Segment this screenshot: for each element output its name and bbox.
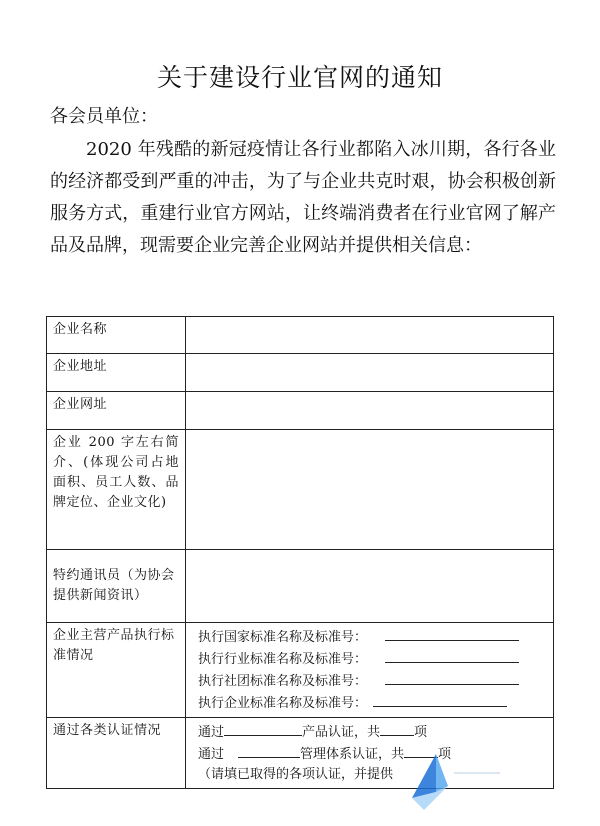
- management-cert-suffix: 项: [438, 747, 452, 762]
- national-standard-line: [198, 626, 547, 648]
- salutation: 各会员单位：: [50, 106, 158, 127]
- company-name-field[interactable]: [186, 317, 554, 354]
- product-cert-line: [198, 721, 547, 743]
- form-row-correspondent: [47, 550, 554, 623]
- national-standard-label: 执行国家标准名称及标准号：: [198, 630, 368, 645]
- enterprise-standard-input[interactable]: [373, 692, 507, 707]
- form-row-company-address: [47, 354, 554, 392]
- enterprise-standard-line: [198, 692, 547, 714]
- cert-note: （请填已取得的各项认证，并提供: [198, 767, 394, 782]
- form-row-company-website: [47, 392, 554, 430]
- management-cert-mid: 管理体系认证，共: [300, 747, 405, 762]
- enterprise-standard-label: 执行企业标准名称及标准号：: [198, 696, 368, 711]
- form-row-company-intro: [47, 430, 554, 550]
- industry-standard-label: 执行行业标准名称及标准号：: [198, 652, 368, 667]
- industry-standard-line: [198, 648, 547, 670]
- company-website-field[interactable]: [186, 392, 554, 430]
- info-form-table: [46, 316, 554, 789]
- certifications-label: 通过各类认证情况: [47, 718, 186, 789]
- notice-body: [50, 134, 556, 262]
- product-cert-suffix: 项: [414, 725, 428, 740]
- product-cert-count-input[interactable]: [380, 721, 414, 736]
- company-intro-field[interactable]: [186, 430, 554, 550]
- correspondent-field[interactable]: [186, 550, 554, 623]
- group-standard-input[interactable]: [385, 670, 519, 685]
- form-row-standards: [47, 623, 554, 718]
- group-standard-label: 执行社团标准名称及标准号：: [198, 674, 368, 689]
- product-cert-name-input[interactable]: [224, 721, 302, 736]
- standards-label: 企业主营产品执行标准情况: [47, 623, 186, 718]
- correspondent-label: 特约通讯员（为协会提供新闻资讯）: [47, 550, 186, 623]
- notice-body-text: 2020 年残酷的新冠疫情让各行业都陷入冰川期，各行各业的经济都受到严重的冲击，为了与企业共克时艰，协会积极创新服务方式，重建行业官方网站，让终端消费者在行业官网了解产品及品牌，现需要企业完善企业网站并提供相关信息：: [50, 139, 556, 256]
- group-standard-line: [198, 670, 547, 692]
- company-address-label: 企业地址: [47, 354, 186, 392]
- product-cert-prefix: 通过: [198, 725, 225, 740]
- document-title: 关于建设行业官网的通知: [156, 63, 443, 92]
- company-website-label: 企业网址: [47, 392, 186, 430]
- standards-field: [186, 623, 554, 718]
- company-intro-label: 企业 200 字左右简介、(体现公司占地面积、员工人数、品牌定位、企业文化): [47, 430, 186, 550]
- watermark-logo-icon: [404, 752, 504, 816]
- industry-standard-input[interactable]: [385, 648, 519, 663]
- form-row-company-name: [47, 317, 554, 354]
- product-cert-mid: 产品认证，共: [302, 725, 381, 740]
- company-name-label: 企业名称: [47, 317, 186, 354]
- national-standard-input[interactable]: [385, 626, 519, 641]
- company-address-field[interactable]: [186, 354, 554, 392]
- management-cert-prefix: 通过: [198, 747, 225, 762]
- management-cert-name-input[interactable]: [238, 743, 300, 758]
